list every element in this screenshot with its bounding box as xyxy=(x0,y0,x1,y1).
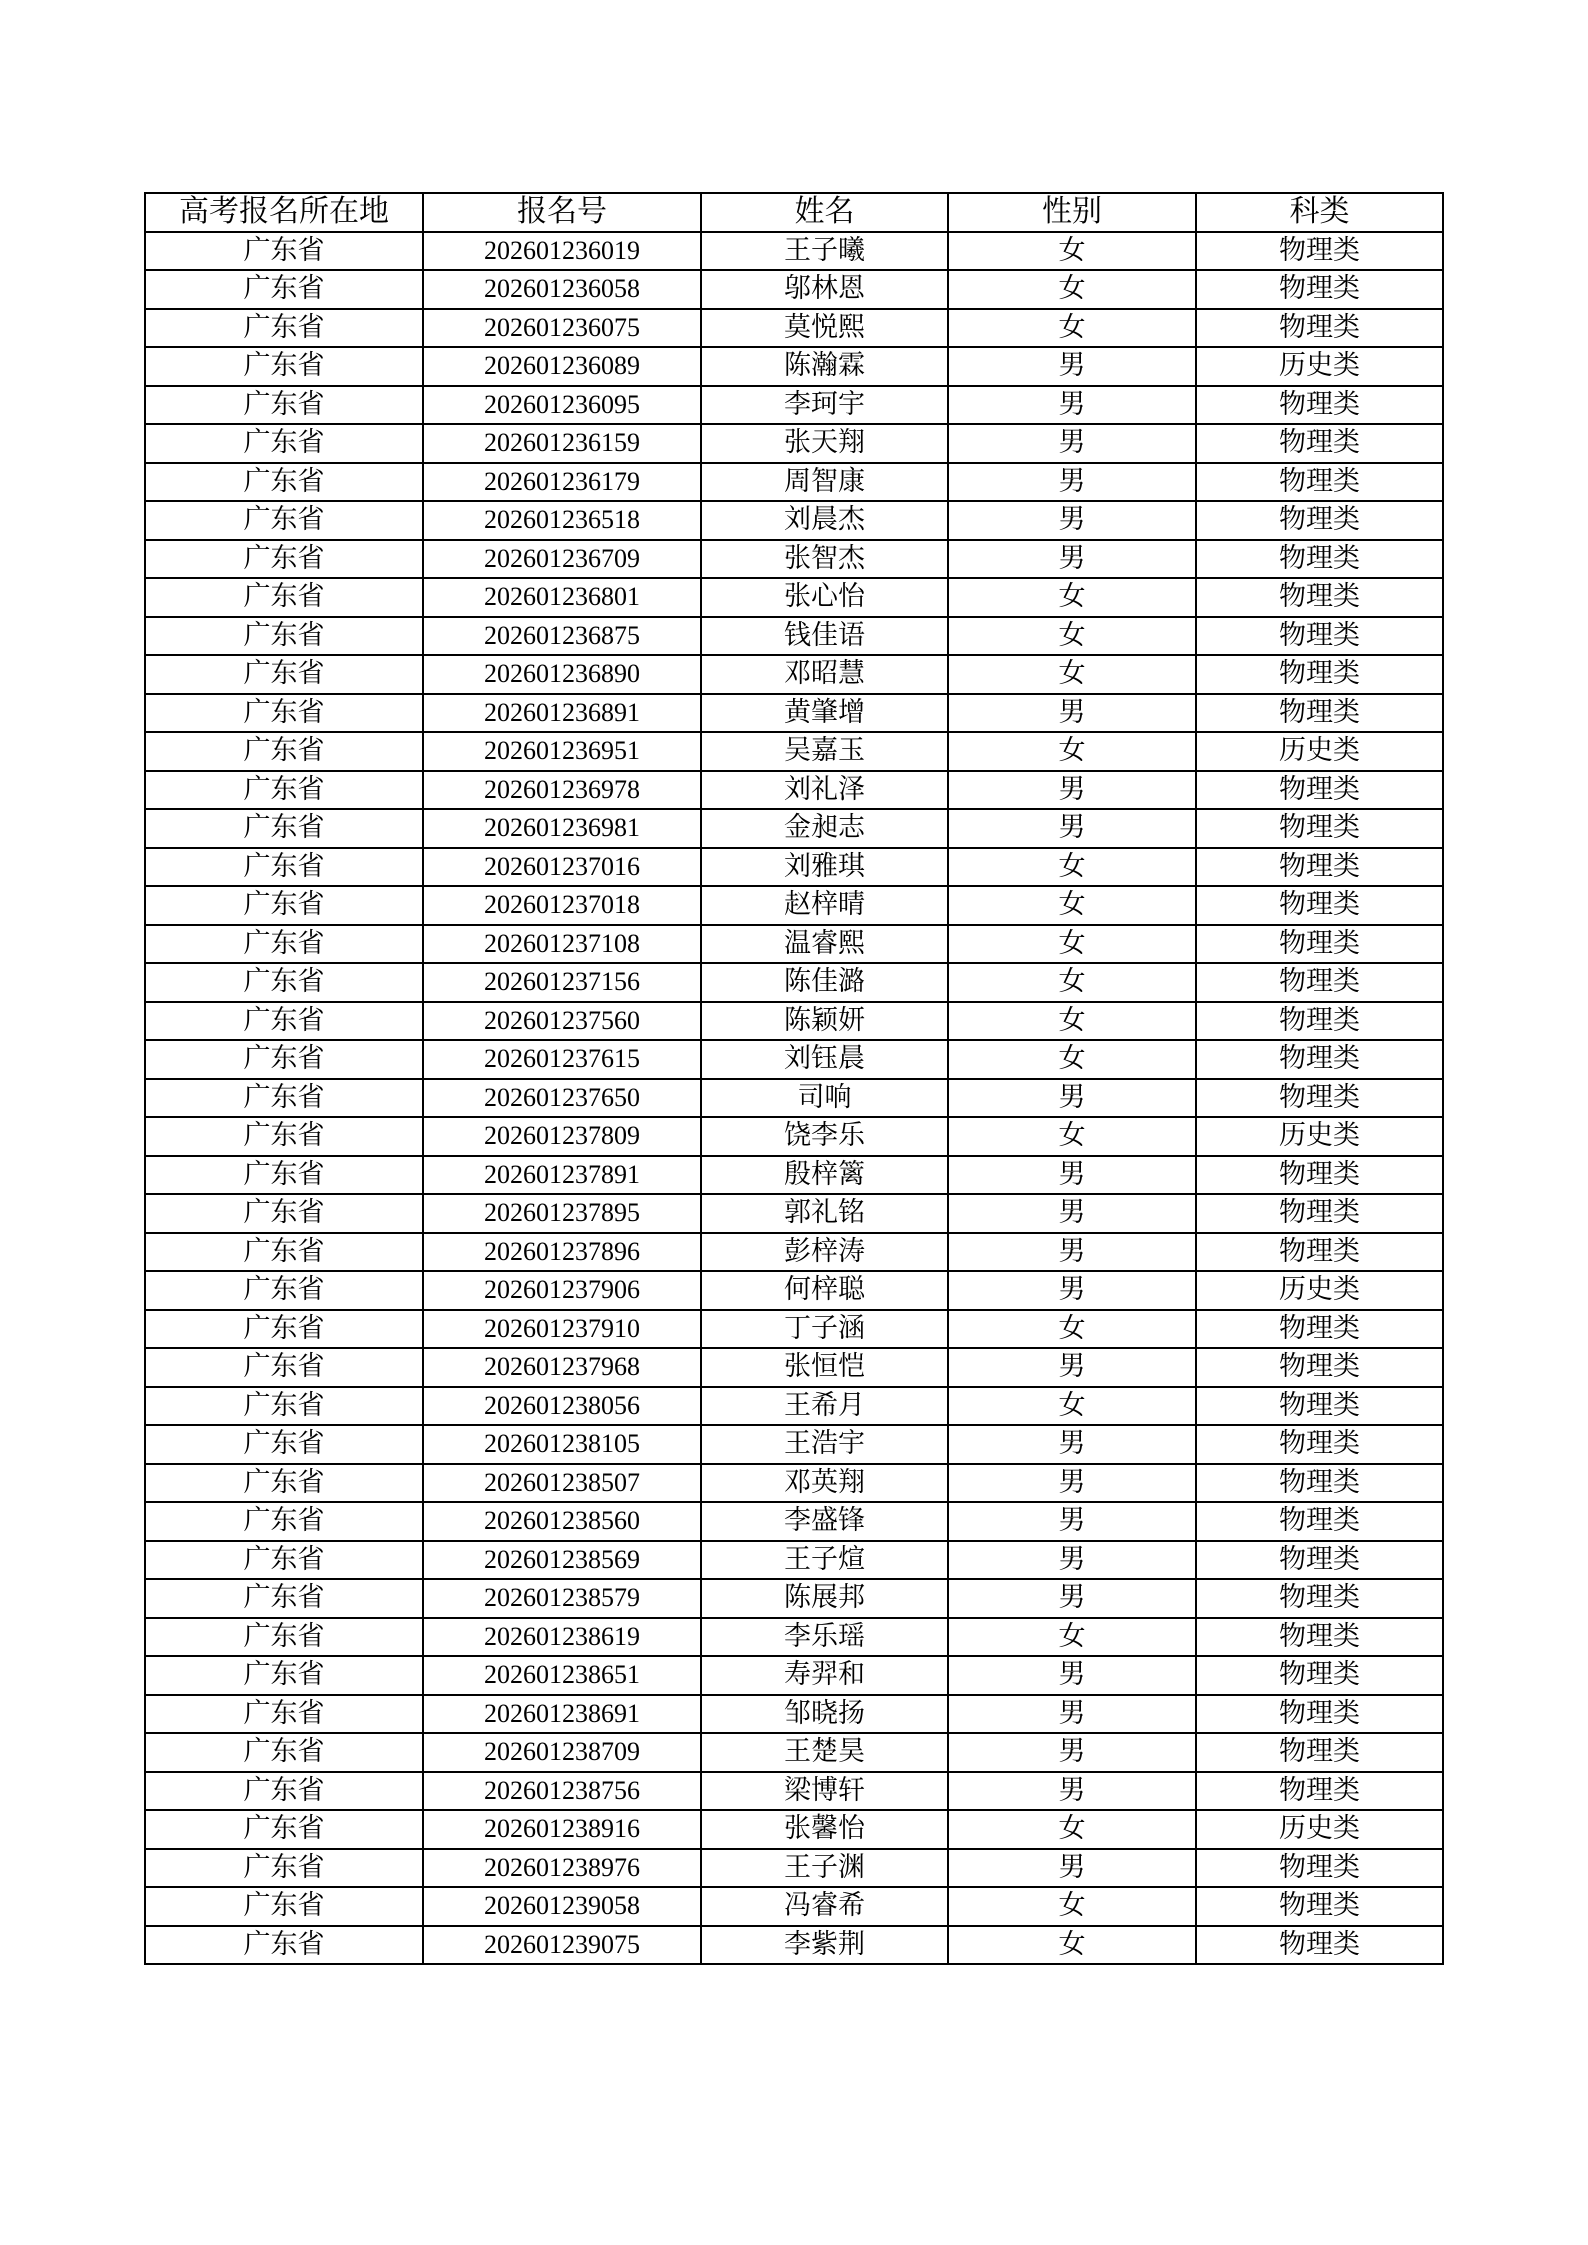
cell-registration-number: 202601237906 xyxy=(423,1271,701,1310)
table-row xyxy=(145,1117,1443,1156)
cell-name: 王子煊 xyxy=(701,1541,948,1580)
cell-location: 广东省 xyxy=(145,1425,423,1464)
cell-location: 广东省 xyxy=(145,1887,423,1926)
cell-registration-number: 202601238569 xyxy=(423,1541,701,1580)
table-row xyxy=(145,1040,1443,1079)
cell-name: 司响 xyxy=(701,1079,948,1118)
cell-gender: 女 xyxy=(948,1310,1196,1349)
cell-name: 刘礼泽 xyxy=(701,771,948,810)
cell-gender: 女 xyxy=(948,578,1196,617)
cell-gender: 男 xyxy=(948,540,1196,579)
cell-gender: 女 xyxy=(948,963,1196,1002)
cell-name: 张天翔 xyxy=(701,424,948,463)
admission-list-sheet xyxy=(144,192,1442,1965)
cell-gender: 男 xyxy=(948,1348,1196,1387)
cell-name: 李盛锋 xyxy=(701,1502,948,1541)
cell-registration-number: 202601236058 xyxy=(423,270,701,309)
table-row xyxy=(145,1772,1443,1811)
header-subject-category: 科类 xyxy=(1196,193,1443,232)
cell-name: 王浩宇 xyxy=(701,1425,948,1464)
cell-registration-number: 202601236518 xyxy=(423,501,701,540)
cell-gender: 男 xyxy=(948,1541,1196,1580)
cell-registration-number: 202601236075 xyxy=(423,309,701,348)
cell-name: 温睿熙 xyxy=(701,925,948,964)
cell-location: 广东省 xyxy=(145,1040,423,1079)
cell-registration-number: 202601238507 xyxy=(423,1464,701,1503)
cell-location: 广东省 xyxy=(145,1310,423,1349)
cell-registration-number: 202601238916 xyxy=(423,1810,701,1849)
cell-gender: 男 xyxy=(948,1079,1196,1118)
cell-registration-number: 202601236095 xyxy=(423,386,701,425)
cell-gender: 男 xyxy=(948,501,1196,540)
cell-location: 广东省 xyxy=(145,1464,423,1503)
cell-location: 广东省 xyxy=(145,1194,423,1233)
cell-gender: 男 xyxy=(948,1233,1196,1272)
table-row xyxy=(145,925,1443,964)
cell-name: 李珂宇 xyxy=(701,386,948,425)
cell-name: 冯睿希 xyxy=(701,1887,948,1926)
cell-registration-number: 202601238651 xyxy=(423,1656,701,1695)
cell-location: 广东省 xyxy=(145,1926,423,1965)
cell-subject-category: 物理类 xyxy=(1196,501,1443,540)
header-name: 姓名 xyxy=(701,193,948,232)
cell-location: 广东省 xyxy=(145,1579,423,1618)
cell-gender: 女 xyxy=(948,617,1196,656)
cell-gender: 男 xyxy=(948,1156,1196,1195)
cell-registration-number: 202601236179 xyxy=(423,463,701,502)
cell-name: 赵梓晴 xyxy=(701,886,948,925)
cell-name: 王子曦 xyxy=(701,232,948,271)
table-row xyxy=(145,1849,1443,1888)
cell-name: 陈瀚霖 xyxy=(701,347,948,386)
cell-location: 广东省 xyxy=(145,809,423,848)
cell-registration-number: 202601238756 xyxy=(423,1772,701,1811)
cell-gender: 男 xyxy=(948,1772,1196,1811)
cell-location: 广东省 xyxy=(145,540,423,579)
cell-gender: 男 xyxy=(948,809,1196,848)
cell-location: 广东省 xyxy=(145,1079,423,1118)
cell-location: 广东省 xyxy=(145,1271,423,1310)
cell-name: 殷梓篱 xyxy=(701,1156,948,1195)
table-row xyxy=(145,463,1443,502)
cell-subject-category: 历史类 xyxy=(1196,1117,1443,1156)
cell-location: 广东省 xyxy=(145,1810,423,1849)
cell-subject-category: 物理类 xyxy=(1196,1887,1443,1926)
cell-subject-category: 物理类 xyxy=(1196,1194,1443,1233)
table-row xyxy=(145,1425,1443,1464)
cell-name: 彭梓涛 xyxy=(701,1233,948,1272)
cell-name: 饶李乐 xyxy=(701,1117,948,1156)
cell-subject-category: 物理类 xyxy=(1196,925,1443,964)
cell-registration-number: 202601237891 xyxy=(423,1156,701,1195)
cell-location: 广东省 xyxy=(145,386,423,425)
table-row xyxy=(145,1926,1443,1965)
table-row xyxy=(145,501,1443,540)
header-row xyxy=(145,193,1443,232)
cell-location: 广东省 xyxy=(145,1156,423,1195)
cell-subject-category: 物理类 xyxy=(1196,1926,1443,1965)
cell-gender: 男 xyxy=(948,1464,1196,1503)
cell-subject-category: 物理类 xyxy=(1196,1695,1443,1734)
cell-name: 刘晨杰 xyxy=(701,501,948,540)
cell-name: 莫悦熙 xyxy=(701,309,948,348)
cell-gender: 女 xyxy=(948,232,1196,271)
cell-location: 广东省 xyxy=(145,1618,423,1657)
cell-location: 广东省 xyxy=(145,578,423,617)
table-row xyxy=(145,1002,1443,1041)
cell-name: 寿羿和 xyxy=(701,1656,948,1695)
table-row xyxy=(145,655,1443,694)
cell-subject-category: 物理类 xyxy=(1196,1464,1443,1503)
cell-gender: 女 xyxy=(948,925,1196,964)
cell-name: 吴嘉玉 xyxy=(701,732,948,771)
cell-location: 广东省 xyxy=(145,232,423,271)
cell-location: 广东省 xyxy=(145,1117,423,1156)
table-row xyxy=(145,424,1443,463)
cell-registration-number: 202601238691 xyxy=(423,1695,701,1734)
cell-subject-category: 物理类 xyxy=(1196,1233,1443,1272)
cell-name: 刘钰晨 xyxy=(701,1040,948,1079)
cell-gender: 男 xyxy=(948,1579,1196,1618)
cell-gender: 女 xyxy=(948,270,1196,309)
cell-subject-category: 物理类 xyxy=(1196,1310,1443,1349)
cell-gender: 女 xyxy=(948,309,1196,348)
cell-registration-number: 202601236891 xyxy=(423,694,701,733)
cell-subject-category: 物理类 xyxy=(1196,617,1443,656)
cell-location: 广东省 xyxy=(145,347,423,386)
table-row xyxy=(145,1348,1443,1387)
cell-gender: 女 xyxy=(948,886,1196,925)
cell-registration-number: 202601236019 xyxy=(423,232,701,271)
cell-location: 广东省 xyxy=(145,655,423,694)
cell-name: 张恒恺 xyxy=(701,1348,948,1387)
cell-location: 广东省 xyxy=(145,463,423,502)
cell-gender: 女 xyxy=(948,1887,1196,1926)
cell-location: 广东省 xyxy=(145,963,423,1002)
table-row xyxy=(145,1156,1443,1195)
cell-name: 王希月 xyxy=(701,1387,948,1426)
cell-location: 广东省 xyxy=(145,1656,423,1695)
cell-subject-category: 历史类 xyxy=(1196,732,1443,771)
cell-name: 丁子涵 xyxy=(701,1310,948,1349)
cell-registration-number: 202601238709 xyxy=(423,1733,701,1772)
cell-name: 陈佳潞 xyxy=(701,963,948,1002)
cell-gender: 男 xyxy=(948,1194,1196,1233)
cell-subject-category: 历史类 xyxy=(1196,347,1443,386)
cell-subject-category: 物理类 xyxy=(1196,1772,1443,1811)
cell-subject-category: 物理类 xyxy=(1196,1502,1443,1541)
cell-gender: 男 xyxy=(948,1425,1196,1464)
cell-gender: 男 xyxy=(948,1502,1196,1541)
cell-location: 广东省 xyxy=(145,771,423,810)
table-row xyxy=(145,1271,1443,1310)
table-row xyxy=(145,540,1443,579)
table-row xyxy=(145,270,1443,309)
cell-registration-number: 202601237910 xyxy=(423,1310,701,1349)
table-row xyxy=(145,1579,1443,1618)
cell-location: 广东省 xyxy=(145,617,423,656)
table-row xyxy=(145,771,1443,810)
cell-location: 广东省 xyxy=(145,309,423,348)
table-row xyxy=(145,848,1443,887)
cell-subject-category: 物理类 xyxy=(1196,386,1443,425)
cell-registration-number: 202601236875 xyxy=(423,617,701,656)
cell-subject-category: 物理类 xyxy=(1196,232,1443,271)
cell-name: 陈颖妍 xyxy=(701,1002,948,1041)
cell-subject-category: 物理类 xyxy=(1196,655,1443,694)
table-row xyxy=(145,1887,1443,1926)
cell-subject-category: 物理类 xyxy=(1196,963,1443,1002)
table-row xyxy=(145,1194,1443,1233)
cell-name: 陈展邦 xyxy=(701,1579,948,1618)
cell-name: 张心怡 xyxy=(701,578,948,617)
cell-registration-number: 202601237615 xyxy=(423,1040,701,1079)
table-row xyxy=(145,1502,1443,1541)
cell-registration-number: 202601237809 xyxy=(423,1117,701,1156)
table-row xyxy=(145,694,1443,733)
cell-subject-category: 物理类 xyxy=(1196,1656,1443,1695)
cell-location: 广东省 xyxy=(145,848,423,887)
cell-gender: 男 xyxy=(948,771,1196,810)
cell-subject-category: 物理类 xyxy=(1196,809,1443,848)
cell-name: 张馨怡 xyxy=(701,1810,948,1849)
cell-name: 梁博轩 xyxy=(701,1772,948,1811)
cell-subject-category: 物理类 xyxy=(1196,1541,1443,1580)
cell-subject-category: 物理类 xyxy=(1196,1156,1443,1195)
header-location: 高考报名所在地 xyxy=(145,193,423,232)
table-row xyxy=(145,1618,1443,1657)
table-row xyxy=(145,578,1443,617)
cell-subject-category: 物理类 xyxy=(1196,694,1443,733)
cell-gender: 男 xyxy=(948,347,1196,386)
cell-name: 王楚昊 xyxy=(701,1733,948,1772)
cell-registration-number: 202601237650 xyxy=(423,1079,701,1118)
table-row xyxy=(145,963,1443,1002)
cell-subject-category: 物理类 xyxy=(1196,1002,1443,1041)
table-row xyxy=(145,732,1443,771)
cell-subject-category: 物理类 xyxy=(1196,1425,1443,1464)
cell-subject-category: 物理类 xyxy=(1196,424,1443,463)
cell-gender: 女 xyxy=(948,1040,1196,1079)
cell-location: 广东省 xyxy=(145,1733,423,1772)
cell-location: 广东省 xyxy=(145,424,423,463)
cell-gender: 男 xyxy=(948,1695,1196,1734)
cell-gender: 男 xyxy=(948,1733,1196,1772)
cell-gender: 男 xyxy=(948,424,1196,463)
cell-name: 邬林恩 xyxy=(701,270,948,309)
cell-name: 周智康 xyxy=(701,463,948,502)
cell-registration-number: 202601237560 xyxy=(423,1002,701,1041)
table-row xyxy=(145,232,1443,271)
cell-location: 广东省 xyxy=(145,270,423,309)
table-row xyxy=(145,886,1443,925)
cell-registration-number: 202601236801 xyxy=(423,578,701,617)
cell-gender: 女 xyxy=(948,1117,1196,1156)
cell-subject-category: 物理类 xyxy=(1196,578,1443,617)
cell-location: 广东省 xyxy=(145,1541,423,1580)
cell-gender: 男 xyxy=(948,1271,1196,1310)
table-row xyxy=(145,309,1443,348)
cell-subject-category: 物理类 xyxy=(1196,1849,1443,1888)
cell-registration-number: 202601236089 xyxy=(423,347,701,386)
cell-subject-category: 物理类 xyxy=(1196,771,1443,810)
table-row xyxy=(145,1810,1443,1849)
header-registration-number: 报名号 xyxy=(423,193,701,232)
cell-registration-number: 202601236978 xyxy=(423,771,701,810)
cell-location: 广东省 xyxy=(145,1348,423,1387)
cell-registration-number: 202601238619 xyxy=(423,1618,701,1657)
cell-subject-category: 物理类 xyxy=(1196,1387,1443,1426)
cell-registration-number: 202601237896 xyxy=(423,1233,701,1272)
cell-registration-number: 202601239058 xyxy=(423,1887,701,1926)
cell-gender: 男 xyxy=(948,463,1196,502)
cell-subject-category: 历史类 xyxy=(1196,1810,1443,1849)
table-row xyxy=(145,617,1443,656)
table-row xyxy=(145,1079,1443,1118)
cell-gender: 女 xyxy=(948,1618,1196,1657)
cell-subject-category: 物理类 xyxy=(1196,270,1443,309)
cell-subject-category: 物理类 xyxy=(1196,540,1443,579)
cell-location: 广东省 xyxy=(145,1387,423,1426)
cell-registration-number: 202601237016 xyxy=(423,848,701,887)
cell-registration-number: 202601236981 xyxy=(423,809,701,848)
cell-registration-number: 202601237018 xyxy=(423,886,701,925)
cell-subject-category: 物理类 xyxy=(1196,886,1443,925)
cell-location: 广东省 xyxy=(145,1849,423,1888)
cell-location: 广东省 xyxy=(145,1002,423,1041)
cell-registration-number: 202601238579 xyxy=(423,1579,701,1618)
cell-registration-number: 202601237968 xyxy=(423,1348,701,1387)
header-gender: 性别 xyxy=(948,193,1196,232)
cell-location: 广东省 xyxy=(145,501,423,540)
cell-name: 刘雅琪 xyxy=(701,848,948,887)
cell-name: 黄肇增 xyxy=(701,694,948,733)
cell-location: 广东省 xyxy=(145,1233,423,1272)
cell-registration-number: 202601239075 xyxy=(423,1926,701,1965)
cell-gender: 男 xyxy=(948,1656,1196,1695)
cell-subject-category: 物理类 xyxy=(1196,1733,1443,1772)
cell-gender: 女 xyxy=(948,1387,1196,1426)
cell-registration-number: 202601236709 xyxy=(423,540,701,579)
cell-subject-category: 物理类 xyxy=(1196,1348,1443,1387)
table-row xyxy=(145,1695,1443,1734)
table-row xyxy=(145,809,1443,848)
cell-gender: 男 xyxy=(948,694,1196,733)
table-row xyxy=(145,347,1443,386)
cell-registration-number: 202601237108 xyxy=(423,925,701,964)
cell-location: 广东省 xyxy=(145,1502,423,1541)
cell-name: 邓昭慧 xyxy=(701,655,948,694)
cell-subject-category: 物理类 xyxy=(1196,1040,1443,1079)
cell-gender: 女 xyxy=(948,848,1196,887)
cell-name: 邓英翔 xyxy=(701,1464,948,1503)
cell-name: 李乐瑶 xyxy=(701,1618,948,1657)
cell-name: 金昶志 xyxy=(701,809,948,848)
cell-registration-number: 202601236890 xyxy=(423,655,701,694)
cell-gender: 男 xyxy=(948,1849,1196,1888)
cell-subject-category: 物理类 xyxy=(1196,848,1443,887)
cell-name: 李紫荆 xyxy=(701,1926,948,1965)
cell-subject-category: 物理类 xyxy=(1196,309,1443,348)
cell-registration-number: 202601237156 xyxy=(423,963,701,1002)
cell-registration-number: 202601236159 xyxy=(423,424,701,463)
cell-registration-number: 202601237895 xyxy=(423,1194,701,1233)
cell-name: 郭礼铭 xyxy=(701,1194,948,1233)
cell-registration-number: 202601238105 xyxy=(423,1425,701,1464)
cell-name: 张智杰 xyxy=(701,540,948,579)
table-row xyxy=(145,1233,1443,1272)
cell-subject-category: 物理类 xyxy=(1196,1079,1443,1118)
cell-location: 广东省 xyxy=(145,1695,423,1734)
table-row xyxy=(145,1656,1443,1695)
cell-subject-category: 物理类 xyxy=(1196,1618,1443,1657)
cell-location: 广东省 xyxy=(145,732,423,771)
cell-name: 邹晓扬 xyxy=(701,1695,948,1734)
table-row xyxy=(145,1541,1443,1580)
cell-gender: 女 xyxy=(948,1002,1196,1041)
table-row xyxy=(145,1733,1443,1772)
table-row xyxy=(145,386,1443,425)
cell-gender: 男 xyxy=(948,386,1196,425)
table-row xyxy=(145,1464,1443,1503)
cell-name: 钱佳语 xyxy=(701,617,948,656)
cell-gender: 女 xyxy=(948,732,1196,771)
cell-gender: 女 xyxy=(948,1926,1196,1965)
cell-registration-number: 202601238056 xyxy=(423,1387,701,1426)
cell-location: 广东省 xyxy=(145,694,423,733)
table-row xyxy=(145,1387,1443,1426)
cell-location: 广东省 xyxy=(145,1772,423,1811)
cell-registration-number: 202601236951 xyxy=(423,732,701,771)
cell-subject-category: 历史类 xyxy=(1196,1271,1443,1310)
cell-gender: 女 xyxy=(948,655,1196,694)
cell-registration-number: 202601238976 xyxy=(423,1849,701,1888)
admission-list-table xyxy=(144,192,1444,1965)
cell-subject-category: 物理类 xyxy=(1196,463,1443,502)
cell-location: 广东省 xyxy=(145,925,423,964)
cell-location: 广东省 xyxy=(145,886,423,925)
cell-subject-category: 物理类 xyxy=(1196,1579,1443,1618)
cell-name: 王子渊 xyxy=(701,1849,948,1888)
cell-name: 何梓聪 xyxy=(701,1271,948,1310)
cell-gender: 女 xyxy=(948,1810,1196,1849)
table-row xyxy=(145,1310,1443,1349)
cell-registration-number: 202601238560 xyxy=(423,1502,701,1541)
